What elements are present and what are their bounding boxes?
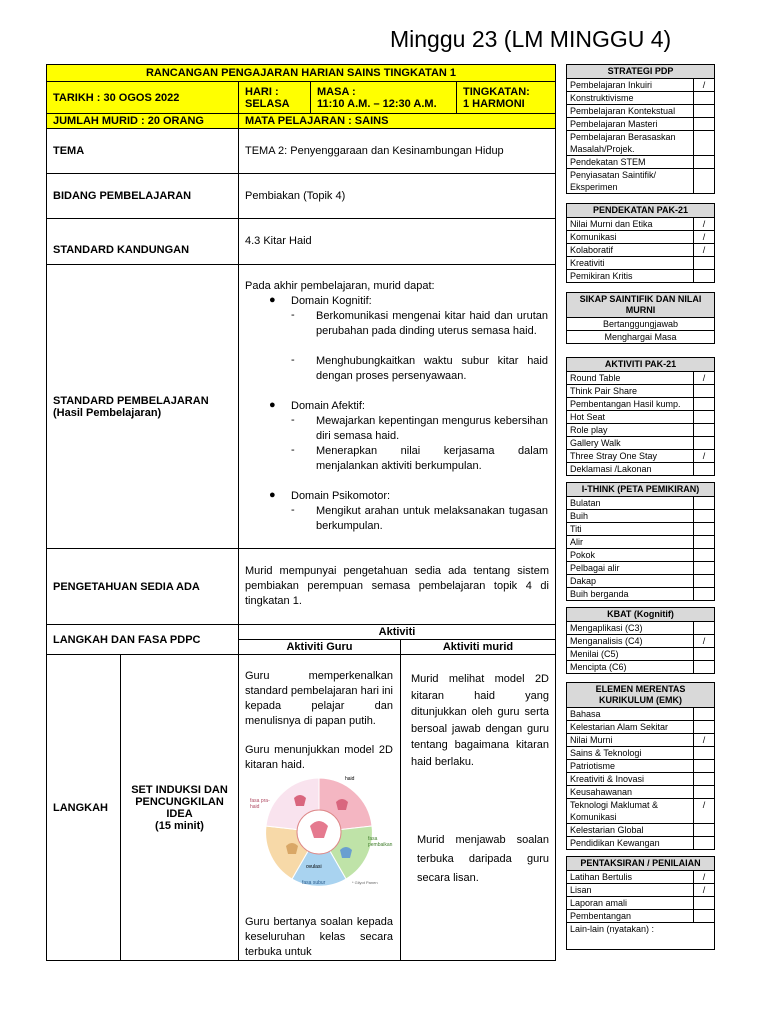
menstrual-cycle-diagram — [244, 776, 394, 888]
checklist-row: Three Stray One Stay / — [567, 450, 714, 463]
guru-p1: Guru memperkenalkan standard pembelajaran hari ini kepada pelajar dan menulisnya di papan putih. — [245, 670, 393, 727]
aktiviti-pak21-title: AKTIVITI PAK-21 — [567, 358, 714, 372]
ithink-box — [566, 482, 715, 601]
objective-2b: Menerapkan nilai kerjasama dalam menjalankan aktiviti berkumpulan. — [316, 445, 548, 472]
murid-p2: Murid menjawab soalan terbuka daripada guru secara lisan. — [417, 834, 549, 884]
domain-afektif: Domain Afektif: — [291, 400, 365, 412]
standard-kandungan-value: 4.3 Kitar Haid — [239, 219, 556, 265]
murid-p1: Murid melihat model 2D kitaran haid yang ditunjukkan oleh guru serta bersoal jawab dengan guru tentang bagaimana kitaran haid berlaku. — [411, 673, 549, 768]
checklist-row: Nilai Murni dan Etika / — [567, 218, 714, 231]
strategi-pdp-title: STRATEGI PDP — [567, 65, 714, 79]
checklist-row: Pelbagai alir — [567, 562, 714, 575]
checklist-row: Patriotisme — [567, 760, 714, 773]
objective-1b: Menghubungkaitkan waktu subur kitar haid dengan proses persenyawaan. — [316, 355, 548, 382]
checklist-row: Deklamasi /Lakonan — [567, 463, 714, 475]
plan-title: RANCANGAN PENGAJARAN HARIAN SAINS TINGKATAN 1 — [47, 65, 556, 82]
strategi-pdp-box — [566, 64, 715, 194]
guru-p2: Guru menunjukkan model 2D kitaran haid. — [245, 744, 393, 771]
tarikh: TARIKH : 30 OGOS 2022 — [47, 82, 239, 114]
checklist-row: Kelestarian Alam Sekitar — [567, 721, 714, 734]
checklist-row: Kelestarian Global — [567, 824, 714, 837]
domain-psikomotor: Domain Psikomotor: — [291, 490, 391, 502]
bidang-value: Pembiakan (Topik 4) — [239, 174, 556, 219]
label-fasa-pembaikan: fasa pembaikan — [368, 836, 393, 848]
checklist-row: Nilai Murni / — [567, 734, 714, 747]
mata-pelajaran: MATA PELAJARAN : SAINS — [239, 114, 556, 129]
checklist-row: Kolaboratif / — [567, 244, 714, 257]
checklist-row: Buih — [567, 510, 714, 523]
sikap-item: Bertanggungjawab — [567, 318, 714, 331]
sikap-item: Menghargai Masa — [604, 332, 677, 342]
tema-label: TEMA — [47, 129, 239, 174]
sikap-box — [566, 292, 715, 344]
jumlah-murid: JUMLAH MURID : 20 ORANG — [47, 114, 239, 129]
pengetahuan-value: Murid mempunyai pengetahuan sedia ada tentang sistem pembiakan perempuan semasa pembelajaran topik 4 di tingkatan 1. — [239, 549, 556, 625]
checklist-row: Buih berganda — [567, 588, 714, 600]
dash-icon: - — [291, 414, 295, 426]
domain-kognitif: Domain Kognitif: — [291, 295, 372, 307]
pak21-title: PENDEKATAN PAK-21 — [567, 204, 714, 218]
checklist-row: Sains & Teknologi — [567, 747, 714, 760]
aktiviti-murid-cell — [401, 655, 556, 961]
checklist-row: Think Pair Share — [567, 385, 714, 398]
emk-box — [566, 682, 715, 850]
checklist-row: Keusahawanan — [567, 786, 714, 799]
kbat-box — [566, 607, 715, 674]
aktiviti-murid-header: Aktiviti murid — [401, 640, 556, 655]
langkah-fasa-label: LANGKAH DAN FASA PDPC — [47, 625, 239, 655]
checklist-row: Hot Seat — [567, 411, 714, 424]
checklist-row: Pembentangan — [567, 910, 714, 923]
checklist-row: Pembelajaran Masteri — [567, 118, 714, 131]
bidang-label: BIDANG PEMBELAJARAN — [47, 174, 239, 219]
checklist-row: Kreativiti — [567, 257, 714, 270]
label-fasa-pra-haid: fasa pra-haid — [250, 798, 270, 810]
checklist-row: Konstruktivisme — [567, 92, 714, 105]
checklist-row: Titi — [567, 523, 714, 536]
bullet-icon: ● — [269, 399, 276, 411]
bullet-icon: ● — [269, 489, 276, 501]
kbat-title: KBAT (Kognitif) — [567, 608, 714, 622]
tema-value: TEMA 2: Penyenggaraan dan Kesinambungan Hidup — [239, 129, 556, 174]
checklist-row: Alir — [567, 536, 714, 549]
page-title: Minggu 23 (LM MINGGU 4) — [390, 26, 672, 52]
checklist-row: Latihan Bertulis / — [567, 871, 714, 884]
checklist-row: Pokok — [567, 549, 714, 562]
checklist-row: Menilai (C5) — [567, 648, 714, 661]
checklist-row: Pemikiran Kritis — [567, 270, 714, 282]
hari: HARI : SELASA — [239, 82, 311, 114]
pentaksiran-title: PENTAKSIRAN / PENILAIAN — [567, 857, 714, 871]
pak21-box — [566, 203, 715, 283]
tingkatan: TINGKATAN: 1 HARMONI — [457, 82, 556, 114]
sikap-title: SIKAP SAINTIFIK DAN NILAI MURNI — [567, 293, 714, 318]
objective-3a: Mengikut arahan untuk melaksanakan tugasan berkumpulan. — [316, 505, 548, 532]
set-induksi: SET INDUKSI DAN PENCUNGKILAN IDEA (15 minit) — [121, 655, 239, 961]
checklist-row: Pembelajaran Inkuiri / — [567, 79, 714, 92]
checklist-row: Lisan / — [567, 884, 714, 897]
dash-icon: - — [291, 444, 295, 456]
checklist-row: Mencipta (C6) — [567, 661, 714, 673]
checklist-row: Komunikasi / — [567, 231, 714, 244]
label-credit: * Gilyot Panen — [352, 880, 378, 885]
checklist-row: Laporan amali — [567, 897, 714, 910]
standard-pembelajaran-label: STANDARD PEMBELAJARAN (Hasil Pembelajaran) — [47, 265, 239, 549]
masa: MASA : 11:10 A.M. – 12:30 A.M. — [311, 82, 457, 114]
guru-p3: Guru bertanya soalan kepada keseluruhan kelas secara terbuka untuk — [245, 916, 393, 958]
checklist-row: Teknologi Maklumat & Komunikasi / — [567, 799, 714, 824]
objective-2a: Mewajarkan kepentingan mengurus kebersihan diri semasa haid. — [316, 415, 548, 442]
checklist-row: Role play — [567, 424, 714, 437]
dash-icon: - — [291, 504, 295, 516]
checklist-row: Penyiasatan Saintifik/ Eksperimen — [567, 169, 714, 193]
emk-title: ELEMEN MERENTAS KURIKULUM (EMK) — [567, 683, 714, 708]
checklist-row: Lain-lain (nyatakan) : — [570, 924, 655, 934]
pentaksiran-box — [566, 856, 715, 950]
checklist-row: Dakap — [567, 575, 714, 588]
checklist-row: Pembentangan Hasil kump. — [567, 398, 714, 411]
bullet-icon: ● — [269, 294, 276, 306]
aktiviti-guru-header: Aktiviti Guru — [239, 640, 401, 655]
checklist-row: Pendidikan Kewangan — [567, 837, 714, 849]
label-fasa-subur: fasa subur — [302, 880, 326, 886]
checklist-row: Bulatan — [567, 497, 714, 510]
dash-icon: - — [291, 354, 295, 366]
langkah-label: LANGKAH — [47, 655, 121, 961]
dash-icon: - — [291, 309, 295, 321]
checklist-row: Gallery Walk — [567, 437, 714, 450]
checklist-row: Pembelajaran Kontekstual — [567, 105, 714, 118]
objectives-cell — [239, 265, 556, 549]
ithink-title: I-THINK (PETA PEMIKIRAN) — [567, 483, 714, 497]
checklist-row: Menganalisis (C4) / — [567, 635, 714, 648]
label-haid: haid — [345, 776, 355, 782]
aktiviti-pak21-box — [566, 357, 715, 476]
aktiviti-header: Aktiviti — [239, 625, 556, 640]
objective-1a: Berkomunikasi mengenai kitar haid dan urutan perubahan pada dinding uterus semasa haid. — [316, 310, 548, 337]
checklist-row: Pembelajaran Berasaskan Masalah/Projek. — [567, 131, 714, 156]
label-ovulasi: ovulasi — [306, 864, 322, 870]
standard-kandungan-label: STANDARD KANDUNGAN — [47, 219, 239, 265]
checklist-row: Kreativiti & Inovasi — [567, 773, 714, 786]
checklist-row: Mengaplikasi (C3) — [567, 622, 714, 635]
checklist-row: Pendekatan STEM — [567, 156, 714, 169]
checklist-row: Bahasa — [567, 708, 714, 721]
checklist-row: Round Table / — [567, 372, 714, 385]
pengetahuan-label: PENGETAHUAN SEDIA ADA — [47, 549, 239, 625]
objectives-intro: Pada akhir pembelajaran, murid dapat: — [245, 280, 435, 292]
